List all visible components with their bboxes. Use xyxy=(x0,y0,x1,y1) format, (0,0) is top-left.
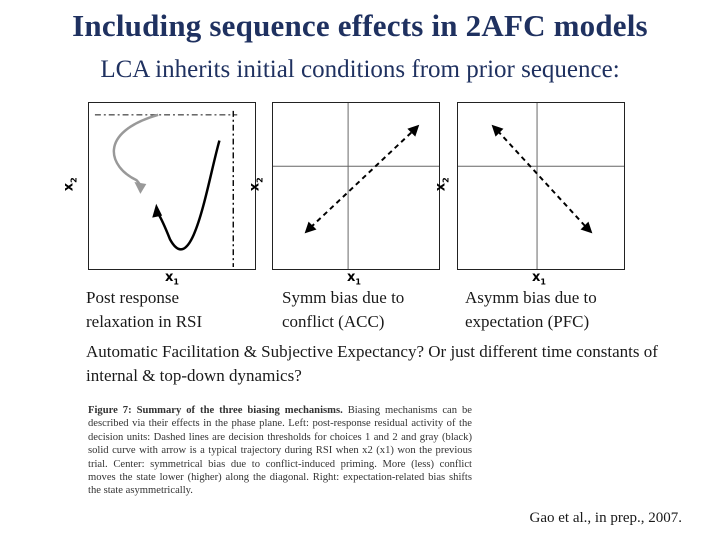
phase-plane-panel-left xyxy=(88,102,256,270)
left-y-axis-label: $x_2$ xyxy=(61,177,79,192)
caption-center xyxy=(282,286,404,334)
asym-arrow-upper xyxy=(492,125,504,137)
caption-left-line1: Post response xyxy=(86,288,180,307)
center-phase-plane xyxy=(273,103,439,269)
figure-label: Figure 7: xyxy=(88,405,132,416)
figure-caption xyxy=(88,404,472,498)
figure-body: Biasing mechanisms can be described via their effects in the phase plane. Left: post-response residual activity of the decision units: Dashed lines are decision thresholds for choices 1 and 2 and gray (black) solid curve with arrow is a typical trajectory during RSI when x2 (x1) won the previous trial. Center: symmetrical bias due to conflict-induced priming. More (less) conflict moves the state lower (higher) along the diagonal. Right: expectation-related bias shifts the state asymmetrically. xyxy=(88,405,473,497)
slide-title: Including sequence effects in 2AFC models xyxy=(72,8,648,43)
caption-center-line1: Symm bias due to xyxy=(282,288,405,307)
citation: Gao et al., in prep., 2007. xyxy=(529,510,682,526)
right-y-axis-label: $x_2$ xyxy=(433,177,451,192)
research-question: Automatic Facilitation & Subjective Expectancy? Or just different time constants of internal & top-down dynamics? xyxy=(86,342,658,385)
caption-right-line1: Asymm bias due to xyxy=(465,288,597,307)
caption-center-line2: conflict (ACC) xyxy=(282,312,385,331)
black-arrowhead xyxy=(152,204,162,218)
caption-right-line2: expectation (PFC) xyxy=(465,312,590,331)
symmetric-diagonal xyxy=(311,131,414,228)
right-phase-plane xyxy=(458,103,624,269)
gray-trajectory xyxy=(114,115,158,188)
black-trajectory xyxy=(158,141,219,250)
figure-heading: Summary of the three biasing mechanisms. xyxy=(136,405,343,416)
gray-arrowhead xyxy=(134,182,146,194)
caption-right xyxy=(465,286,597,334)
caption-left-line2: relaxation in RSI xyxy=(86,312,203,331)
left-phase-plane xyxy=(89,103,255,269)
slide-subtitle: LCA inherits initial conditions from prior sequence: xyxy=(100,56,620,83)
caption-left xyxy=(86,286,202,334)
center-y-axis-label: $x_2$ xyxy=(247,177,265,192)
center-x-axis-label: $x_1$ xyxy=(347,270,361,287)
left-x-axis-label: $x_1$ xyxy=(165,270,179,287)
right-x-axis-label: $x_1$ xyxy=(532,270,546,287)
phase-plane-panel-center xyxy=(272,102,440,270)
asymmetric-diagonal xyxy=(498,131,587,228)
diagonal-arrow-lower xyxy=(305,222,317,234)
phase-plane-panel-right xyxy=(457,102,625,270)
